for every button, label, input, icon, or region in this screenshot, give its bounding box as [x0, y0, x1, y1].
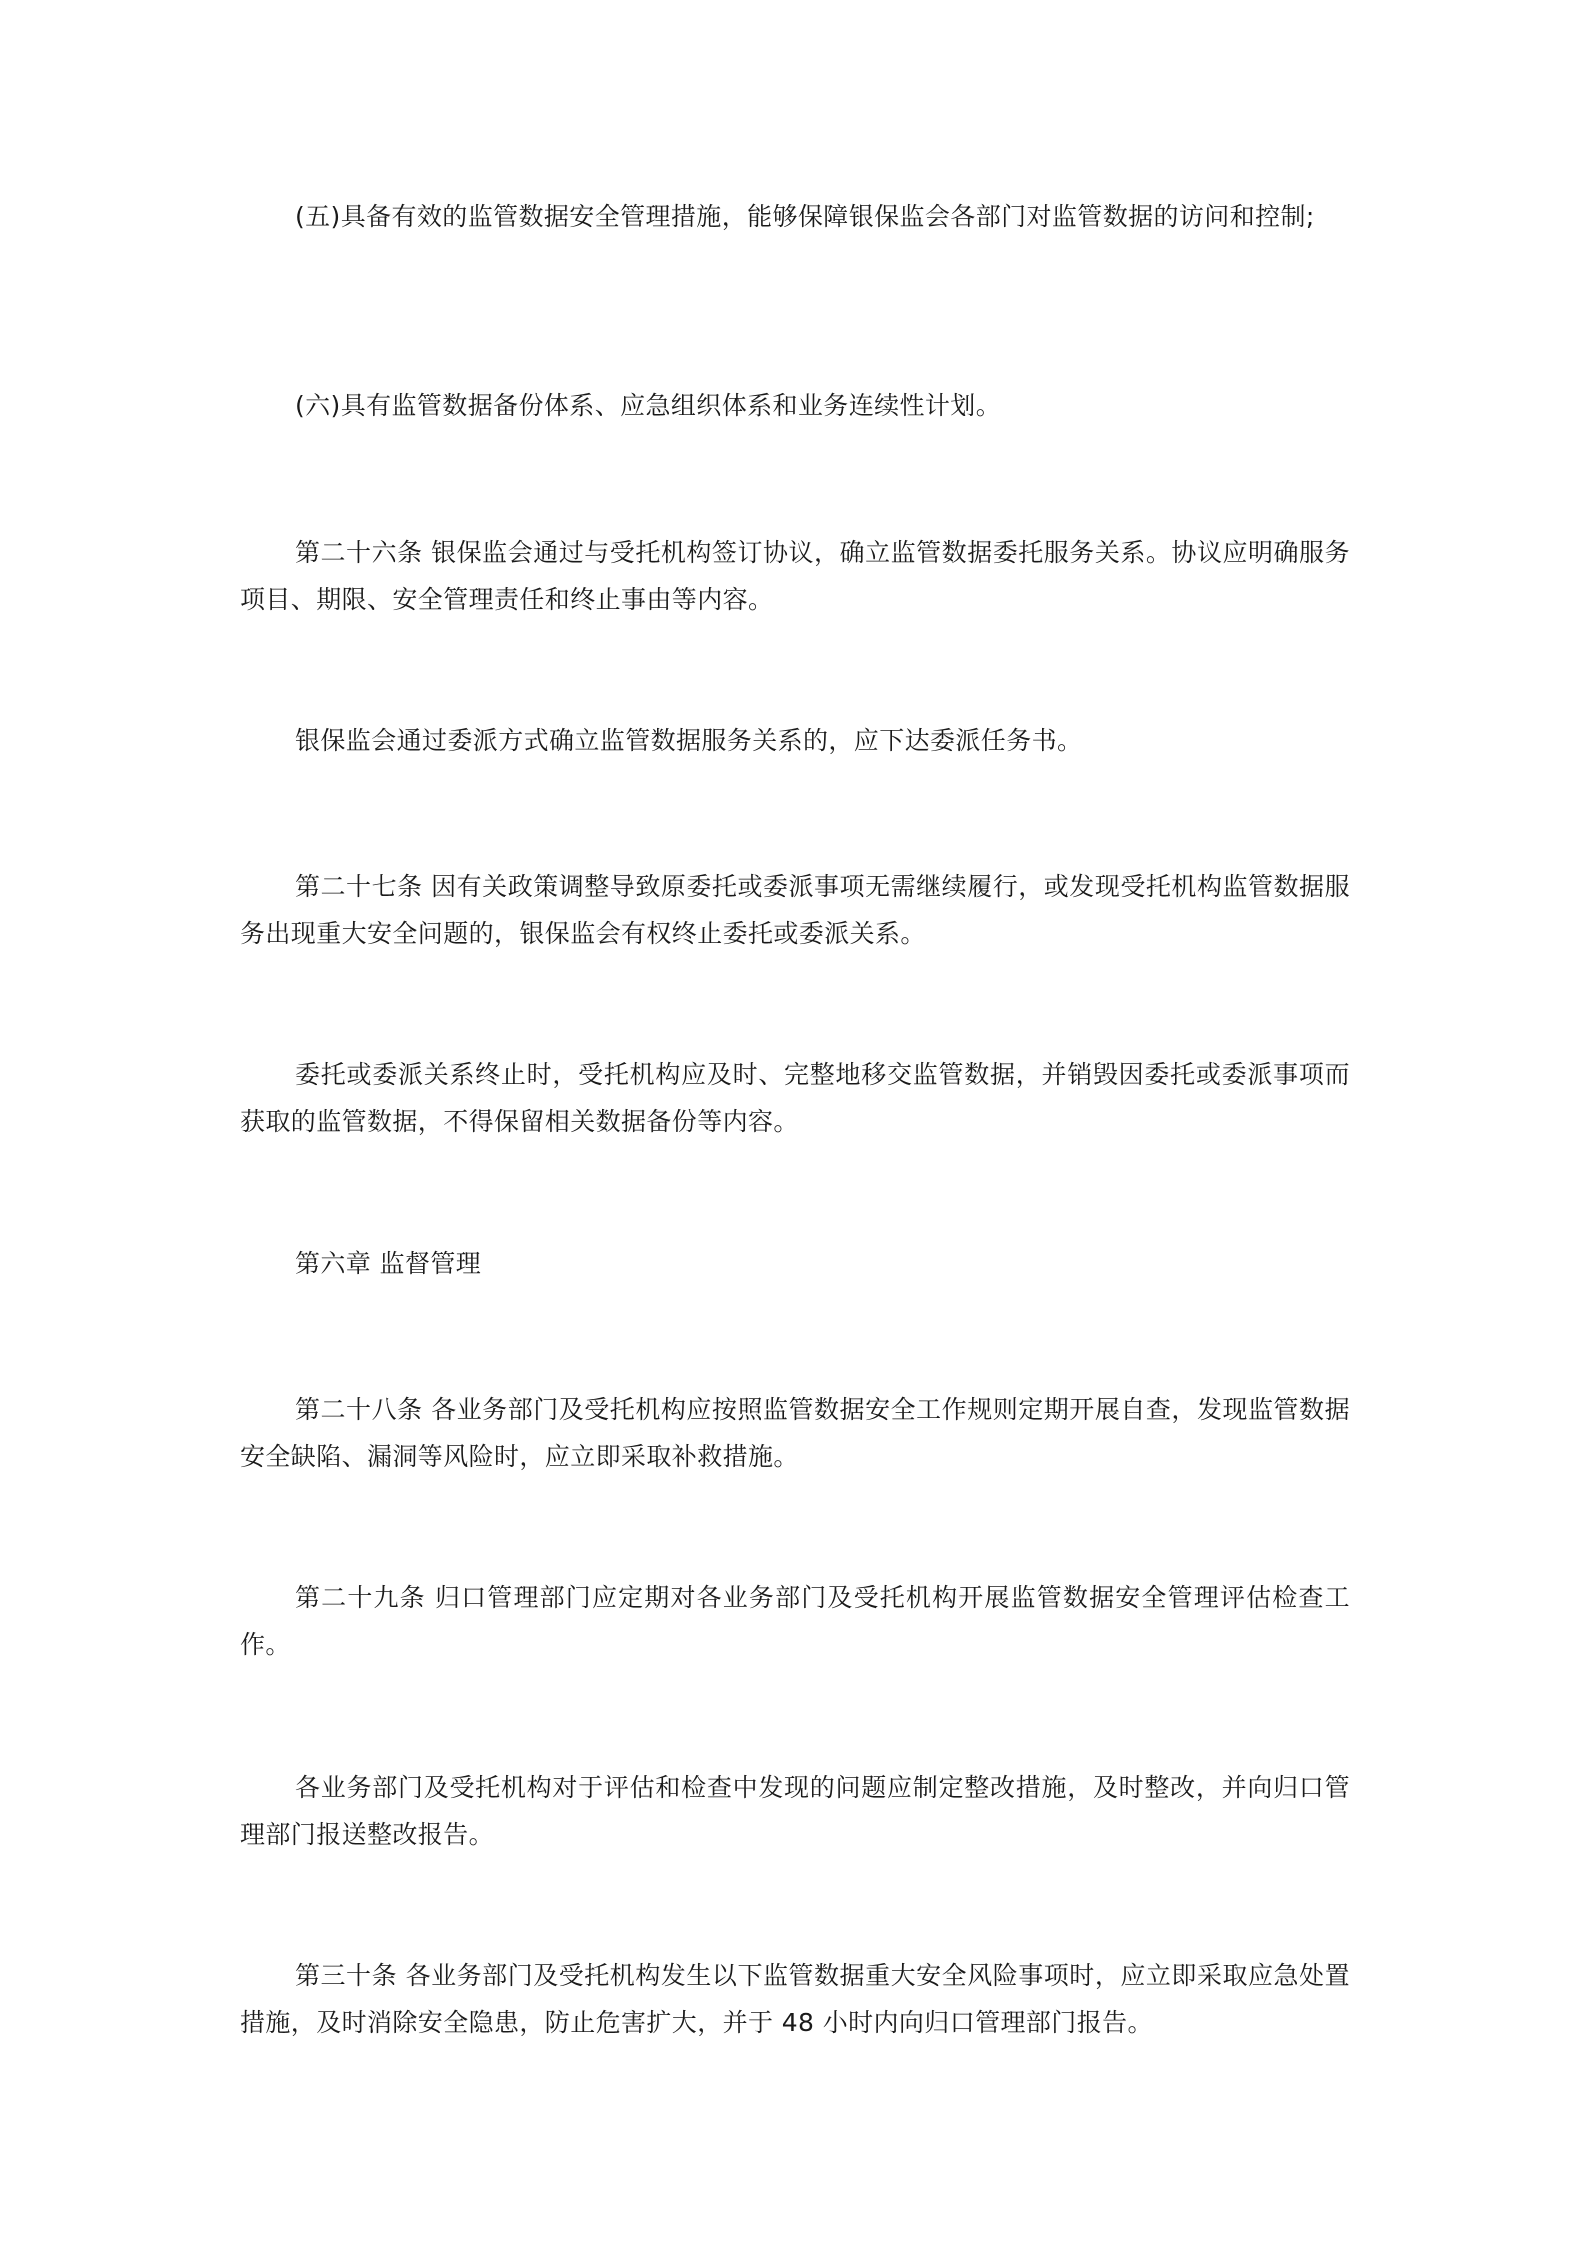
paragraph-article-29: 第二十九条 归口管理部门应定期对各业务部门及受托机构开展监管数据安全管理评估检查工作。: [240, 1583, 1350, 1659]
paragraph-item-5: (五)具备有效的监管数据安全管理措施，能够保障银保监会各部门对监管数据的访问和控制;: [295, 202, 1315, 231]
paragraph-appointment: 银保监会通过委派方式确立监管数据服务关系的，应下达委派任务书。: [295, 726, 1083, 755]
paragraph-item-6: (六)具有监管数据备份体系、应急组织体系和业务连续性计划。: [295, 391, 1002, 420]
paragraph-termination: 委托或委派关系终止时，受托机构应及时、完整地移交监管数据，并销毁因委托或委派事项而获取的监管数据，不得保留相关数据备份等内容。: [240, 1060, 1350, 1136]
paragraph-article-30: 第三十条 各业务部门及受托机构发生以下监管数据重大安全风险事项时，应立即采取应急处置措施，及时消除安全隐患，防止危害扩大，并于 48 小时内向归口管理部门报告。: [240, 1961, 1350, 2037]
paragraph-rectification: 各业务部门及受托机构对于评估和检查中发现的问题应制定整改措施，及时整改，并向归口管理部门报送整改报告。: [240, 1773, 1350, 1849]
paragraph-article-26: 第二十六条 银保监会通过与受托机构签订协议，确立监管数据委托服务关系。协议应明确服务项目、期限、安全管理责任和终止事由等内容。: [240, 538, 1350, 614]
paragraph-article-27: 第二十七条 因有关政策调整导致原委托或委派事项无需继续履行，或发现受托机构监管数据服务出现重大安全问题的，银保监会有权终止委托或委派关系。: [240, 872, 1350, 948]
paragraph-article-28: 第二十八条 各业务部门及受托机构应按照监管数据安全工作规则定期开展自查，发现监管数据安全缺陷、漏洞等风险时，应立即采取补救措施。: [240, 1395, 1350, 1471]
chapter-heading: 第六章 监督管理: [295, 1249, 482, 1278]
